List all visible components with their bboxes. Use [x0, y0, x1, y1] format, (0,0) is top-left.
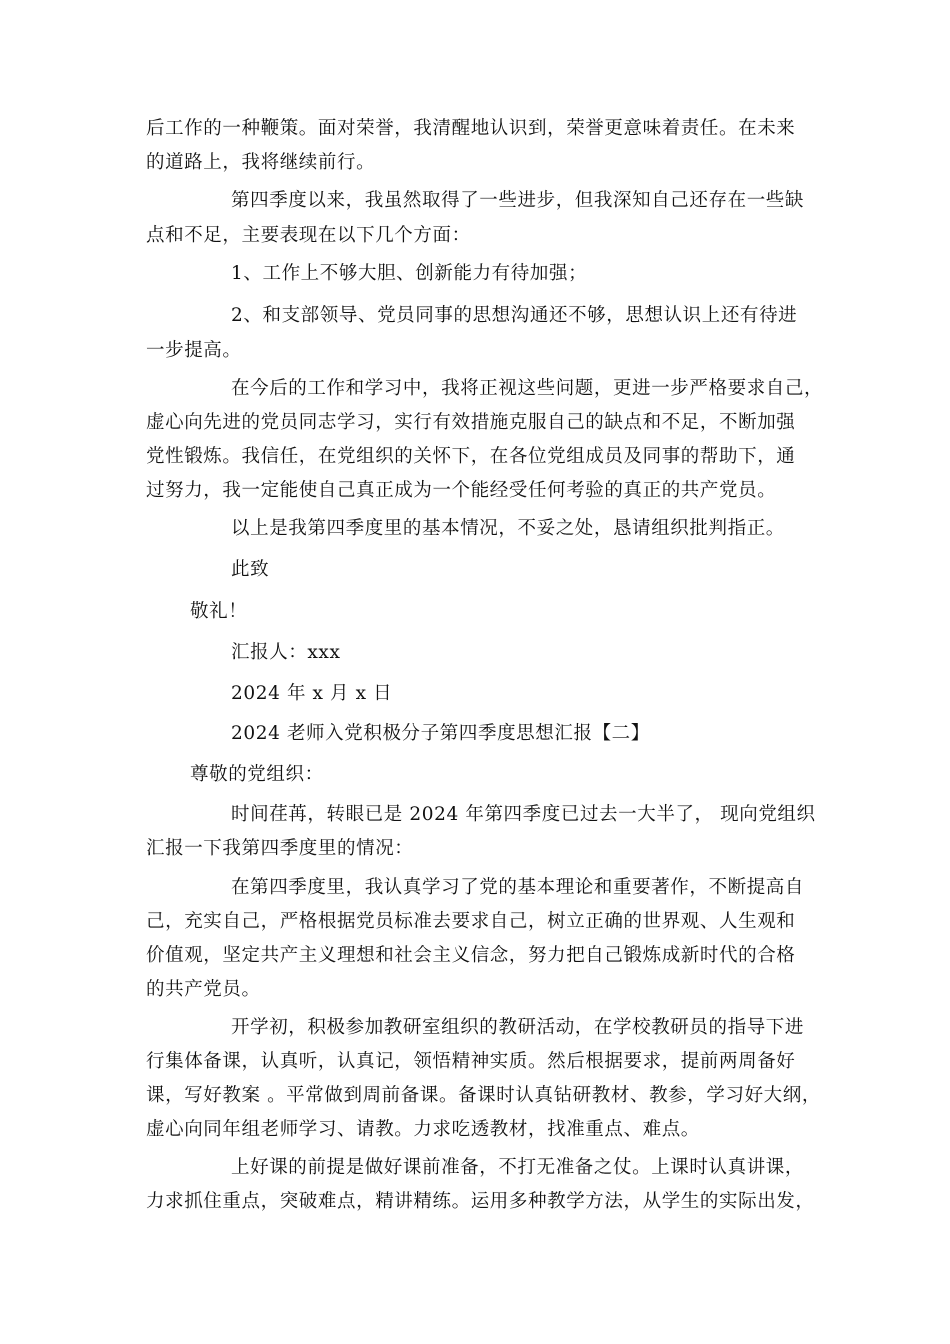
paragraph-first-line: 在第四季度里，我认真学习了党的基本理论和重要著作，不断提高自 [231, 877, 805, 898]
section-title: 2024 老师入党积极分子第四季度思想汇报【二】 [231, 723, 650, 744]
paragraph-first-line: 上好课的前提是做好课前准备，不打无准备之仗。上课时认真讲课， [231, 1157, 805, 1178]
body-line: 己，充实自己，严格根据党员标准去要求自己，树立正确的世界观、人生观和 [146, 911, 796, 932]
body-line: 汇报一下我第四季度里的情况： [146, 838, 414, 859]
body-line: 后工作的一种鞭策。面对荣誉，我清醒地认识到，荣誉更意味着责任。在未来 [146, 118, 796, 139]
paragraph-first-line: 以上是我第四季度里的基本情况，不妥之处，恳请组织批判指正。 [231, 518, 785, 539]
paragraph-first-line: 开学初，积极参加教研室组织的教研活动，在学校教研员的指导下进 [231, 1017, 805, 1038]
salutation-closing: 敬礼！ [190, 601, 248, 622]
body-line: 行集体备课，认真听，认真记，领悟精神实质。然后根据要求，提前两周备好 [146, 1051, 796, 1072]
body-line: 的共产党员。 [146, 979, 261, 1000]
body-line: 力求抓住重点，突破难点，精讲精练。运用多种教学方法，从学生的实际出发， [146, 1191, 815, 1212]
paragraph-first-line: 第四季度以来，我虽然取得了一些进步，但我深知自己还存在一些缺 [231, 190, 805, 211]
closing-phrase: 此致 [231, 559, 270, 580]
body-line: 党性锻炼。我信任，在党组织的关怀下，在各位党组成员及同事的帮助下，通 [146, 446, 796, 467]
body-line: 过努力，我一定能使自己真正成为一个能经受任何考验的真正的共产党员。 [146, 480, 777, 501]
list-item: 2、和支部领导、党员同事的思想沟通还不够，思想认识上还有待进 [231, 305, 798, 326]
list-item: 1、工作上不够大胆、创新能力有待加强； [231, 263, 588, 284]
reporter-line: 汇报人：xxx [231, 642, 341, 663]
body-line: 一步提高。 [146, 340, 242, 361]
body-line: 点和不足，主要表现在以下几个方面： [146, 225, 471, 246]
paragraph-first-line: 时间荏苒，转眼已是 2024 年第四季度已过去一大半了， 现向党组织 [231, 804, 816, 825]
paragraph-first-line: 在今后的工作和学习中，我将正视这些问题，更进一步严格要求自己， [231, 378, 824, 399]
body-line: 价值观，坚定共产主义理想和社会主义信念，努力把自己锻炼成新时代的合格 [146, 945, 796, 966]
salutation: 尊敬的党组织： [190, 764, 324, 785]
body-line: 虚心向同年组老师学习、请教。力求吃透教材，找准重点、难点。 [146, 1119, 700, 1140]
body-line: 课，写好教案 。平常做到周前备课。备课时认真钻研教材、教参，学习好大纲， [146, 1085, 821, 1106]
body-line: 的道路上，我将继续前行。 [146, 152, 376, 173]
body-line: 虚心向先进的党员同志学习，实行有效措施克服自己的缺点和不足，不断加强 [146, 412, 796, 433]
date-line: 2024 年 x 月 x 日 [231, 683, 393, 704]
